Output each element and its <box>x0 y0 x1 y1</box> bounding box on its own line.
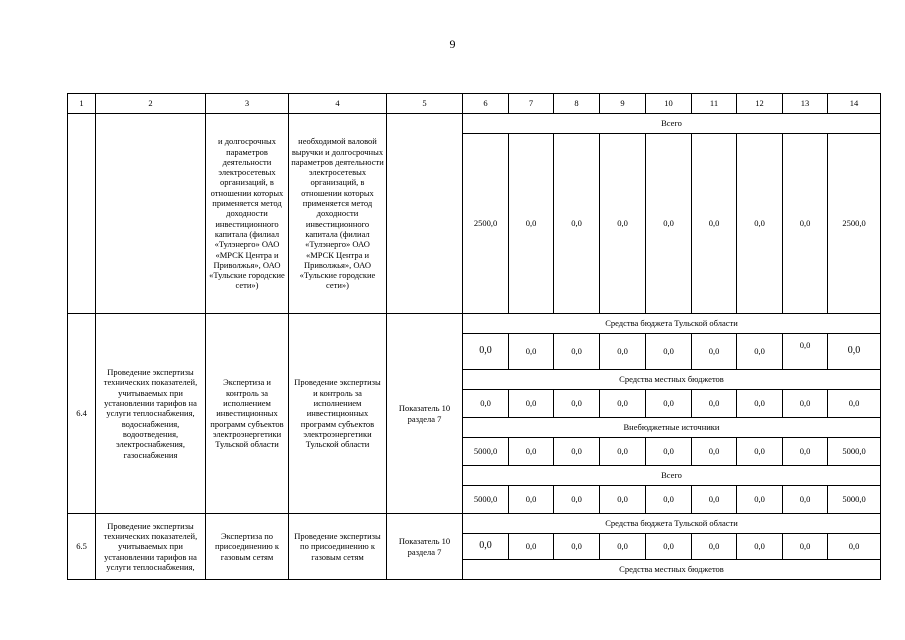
value-cell: 0,0 <box>646 438 692 466</box>
value-cell: 0,0 <box>509 486 554 514</box>
section-label: Средства бюджета Тульской области <box>463 314 881 334</box>
value-cell: 0,0 <box>600 534 646 560</box>
indicator-cell: Показатель 10 раздела 7 <box>387 314 463 514</box>
value-cell: 0,0 <box>692 438 737 466</box>
value-cell: 2500,0 <box>828 134 881 314</box>
value-cell: 0,0 <box>509 390 554 418</box>
description-cell: Экспертиза по присоединению к газовым сетям <box>206 514 289 580</box>
value-cell: 0,0 <box>646 334 692 370</box>
header-cell: 3 <box>206 94 289 114</box>
header-cell: 4 <box>289 94 387 114</box>
value-cell: 5000,0 <box>828 486 881 514</box>
section-label: Всего <box>463 114 881 134</box>
value-cell: 0,0 <box>646 134 692 314</box>
value-cell: 0,0 <box>737 334 783 370</box>
header-cell: 14 <box>828 94 881 114</box>
row-number-cell <box>68 114 96 314</box>
value-cell: 0,0 <box>646 534 692 560</box>
value-cell: 0,0 <box>737 390 783 418</box>
table-row <box>68 514 881 534</box>
value-cell: 0,0 <box>737 438 783 466</box>
section-label: Средства бюджета Тульской области <box>463 514 881 534</box>
value-cell: 0,0 <box>692 486 737 514</box>
header-cell: 8 <box>554 94 600 114</box>
value-cell: 0,0 <box>554 334 600 370</box>
value-cell: 0,0 <box>463 334 509 370</box>
section-label: Внебюджетные источники <box>463 418 881 438</box>
value-cell: 0,0 <box>737 486 783 514</box>
section-label: Всего <box>463 466 881 486</box>
table-row <box>68 114 881 134</box>
header-cell: 1 <box>68 94 96 114</box>
value-cell: 0,0 <box>783 334 828 370</box>
value-cell: 0,0 <box>554 486 600 514</box>
value-cell: 0,0 <box>554 534 600 560</box>
header-cell: 10 <box>646 94 692 114</box>
header-cell: 13 <box>783 94 828 114</box>
measure-name-cell: Проведение экспертизы технических показателей, учитываемых при установлении тарифов на услуги теплоснабжения, водоснабжения, водоотведения, электроснабжения, газоснабжения <box>96 314 206 514</box>
indicator-cell: Показатель 10 раздела 7 <box>387 514 463 580</box>
value-cell: 0,0 <box>509 334 554 370</box>
header-cell: 2 <box>96 94 206 114</box>
value-cell: 0,0 <box>554 390 600 418</box>
result-cell: Проведение экспертизы по присоединению к газовым сетям <box>289 514 387 580</box>
value-cell: 0,0 <box>783 390 828 418</box>
header-cell: 7 <box>509 94 554 114</box>
value-cell: 5000,0 <box>463 438 509 466</box>
value-cell: 0,0 <box>600 134 646 314</box>
header-cell: 6 <box>463 94 509 114</box>
value-cell: 0,0 <box>783 534 828 560</box>
value-cell: 0,0 <box>600 334 646 370</box>
value-cell: 0,0 <box>600 486 646 514</box>
value-cell: 0,0 <box>692 134 737 314</box>
value-cell: 2500,0 <box>463 134 509 314</box>
value-cell: 0,0 <box>509 438 554 466</box>
header-cell: 5 <box>387 94 463 114</box>
value-cell: 0,0 <box>737 134 783 314</box>
value-cell: 0,0 <box>828 334 881 370</box>
budget-table <box>67 93 881 580</box>
section-label: Средства местных бюджетов <box>463 560 881 580</box>
measure-name-cell: Проведение экспертизы технических показателей, учитываемых при установлении тарифов на услуги теплоснабжения, <box>96 514 206 580</box>
value-cell: 5000,0 <box>828 438 881 466</box>
measure-name-cell <box>96 114 206 314</box>
header-cell: 11 <box>692 94 737 114</box>
value-cell: 0,0 <box>554 438 600 466</box>
result-cell: необходимой валовой выручки и долгосрочных параметров деятельности электросетевых организаций, в отношении которых применяется метод доходности инвестиционного капитала (филиал «Тулэнерго» ОАО «МРСК Центра и Приволжья», ОАО «Тульские городские сети») <box>289 114 387 314</box>
value-cell: 0,0 <box>828 390 881 418</box>
value-cell: 0,0 <box>692 334 737 370</box>
value-cell: 0,0 <box>783 438 828 466</box>
value-cell: 0,0 <box>463 390 509 418</box>
value-cell: 0,0 <box>600 438 646 466</box>
row-number-cell: 6.5 <box>68 514 96 580</box>
description-cell: Экспертиза и контроль за исполнением инвестиционных программ субъектов электроэнергетики Тульской области <box>206 314 289 514</box>
value-cell: 0,0 <box>828 534 881 560</box>
value-cell: 0,0 <box>509 134 554 314</box>
value-cell: 0,0 <box>783 134 828 314</box>
row-number-cell: 6.4 <box>68 314 96 514</box>
value-cell: 5000,0 <box>463 486 509 514</box>
value-cell: 0,0 <box>692 390 737 418</box>
section-label: Средства местных бюджетов <box>463 370 881 390</box>
value-cell: 0,0 <box>692 534 737 560</box>
indicator-cell <box>387 114 463 314</box>
table-row <box>68 314 881 334</box>
description-cell: и долгосрочных параметров деятельности электросетевых организаций, в отношении которых применяется метод доходности инвестиционного капитала (филиал «Тулэнерго» ОАО «МРСК Центра и Приволжья», ОАО «Тульские городские сети») <box>206 114 289 314</box>
value-cell: 0,0 <box>463 534 509 560</box>
value-cell: 0,0 <box>783 486 828 514</box>
value-cell: 0,0 <box>509 534 554 560</box>
result-cell: Проведение экспертизы и контроль за исполнением инвестиционных программ субъектов электроэнергетики Тульской области <box>289 314 387 514</box>
header-row <box>68 94 881 114</box>
value-cell: 0,0 <box>554 134 600 314</box>
header-cell: 9 <box>600 94 646 114</box>
value-cell: 0,0 <box>646 486 692 514</box>
value-cell: 0,0 <box>600 390 646 418</box>
header-cell: 12 <box>737 94 783 114</box>
value-cell: 0,0 <box>646 390 692 418</box>
value-cell: 0,0 <box>737 534 783 560</box>
page-number: 9 <box>449 37 456 51</box>
